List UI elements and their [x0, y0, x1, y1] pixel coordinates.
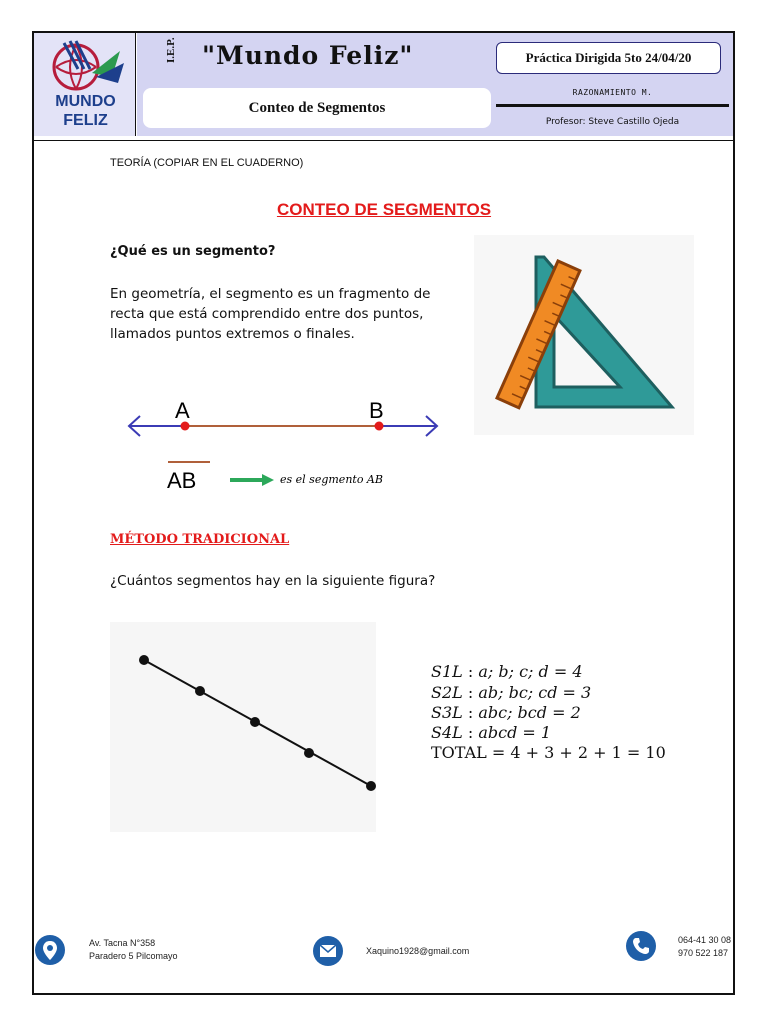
logo-text-line1: MUNDO: [55, 93, 116, 110]
page-frame: [32, 31, 735, 995]
location-pin-icon: [35, 935, 65, 965]
segment-caption: es el segmento AB: [280, 473, 383, 486]
header-divider: [496, 104, 729, 107]
phone-line1: 064-41 30 08: [678, 935, 732, 945]
formula-row: S3L : abc; bcd = 2: [431, 703, 581, 722]
formula-row: S2L : ab; bc; cd = 3: [431, 683, 592, 702]
point-b-label: B: [369, 398, 384, 423]
formula-label: S1L: [431, 662, 463, 681]
formula-label: S2L: [431, 683, 463, 702]
segment-definition: [110, 284, 450, 344]
phone-line2: 970 522 187: [678, 948, 729, 958]
green-arrow: [230, 474, 274, 486]
address-line2: Paradero 5 Pilcomayo: [89, 951, 178, 961]
phone-icon: [626, 931, 656, 961]
figure-point: [250, 717, 260, 727]
count-question: ¿Cuántos segmentos hay en la siguiente figura?: [110, 573, 436, 589]
practice-label: Práctica Dirigida 5to 24/04/20: [496, 42, 721, 74]
formula-total-row: [431, 743, 666, 762]
course-name: RAZONAMIENTO M.: [572, 88, 653, 97]
figure-point: [139, 655, 149, 665]
point-a-label: A: [175, 398, 190, 423]
topic-title: Conteo de Segmentos: [143, 88, 491, 128]
school-logo: [34, 33, 136, 136]
formula-row: S4L : abcd = 1: [431, 723, 552, 742]
figure-point: [304, 748, 314, 758]
formula-label: S4L: [431, 723, 463, 742]
formula-expr: abcd = 1: [478, 723, 552, 742]
institution-prefix: I.E.P.: [165, 37, 177, 63]
globe-logo-icon: [34, 33, 135, 93]
institution-name: "Mundo Feliz": [202, 41, 414, 70]
five-point-line-figure: [110, 622, 376, 832]
figure-point: [195, 686, 205, 696]
logo-text-line2: FELIZ: [63, 112, 108, 129]
formula-label: S3L: [431, 703, 463, 722]
ruler-triangle-icon: [474, 235, 694, 435]
formula-expr: = 4 + 3 + 2 + 1 = 10: [491, 743, 666, 762]
formula-label: TOTAL: [431, 743, 487, 762]
definition-line: llamados puntos extremos o finales.: [110, 326, 355, 342]
page-header: [34, 33, 733, 141]
formula-expr: ab; bc; cd = 3: [478, 683, 592, 702]
main-title: CONTEO DE SEGMENTOS: [276, 200, 492, 219]
email-address[interactable]: Xaquino1928@gmail.com: [366, 946, 470, 956]
definition-line: En geometría, el segmento es un fragmento de: [110, 286, 431, 302]
segment-ab-diagram: [124, 398, 454, 493]
definition-line: recta que está comprendido entre dos puntos,: [110, 306, 424, 322]
segment-notation: AB: [167, 468, 197, 493]
formula-expr: a; b; c; d = 4: [478, 662, 583, 681]
formula-expr: abc; bcd = 2: [478, 703, 581, 722]
method-title: MÉTODO TRADICIONAL: [110, 532, 290, 547]
teacher-name: Profesor: Steve Castillo Ojeda: [545, 117, 680, 127]
mail-icon: [313, 936, 343, 966]
address-line1: Av. Tacna N°358: [89, 938, 156, 948]
section-label: TEORÍA (COPIAR EN EL CUADERNO): [110, 157, 304, 169]
question-heading: ¿Qué es un segmento?: [110, 244, 276, 259]
formula-row: S1L : a; b; c; d = 4: [431, 662, 583, 681]
figure-point: [366, 781, 376, 791]
